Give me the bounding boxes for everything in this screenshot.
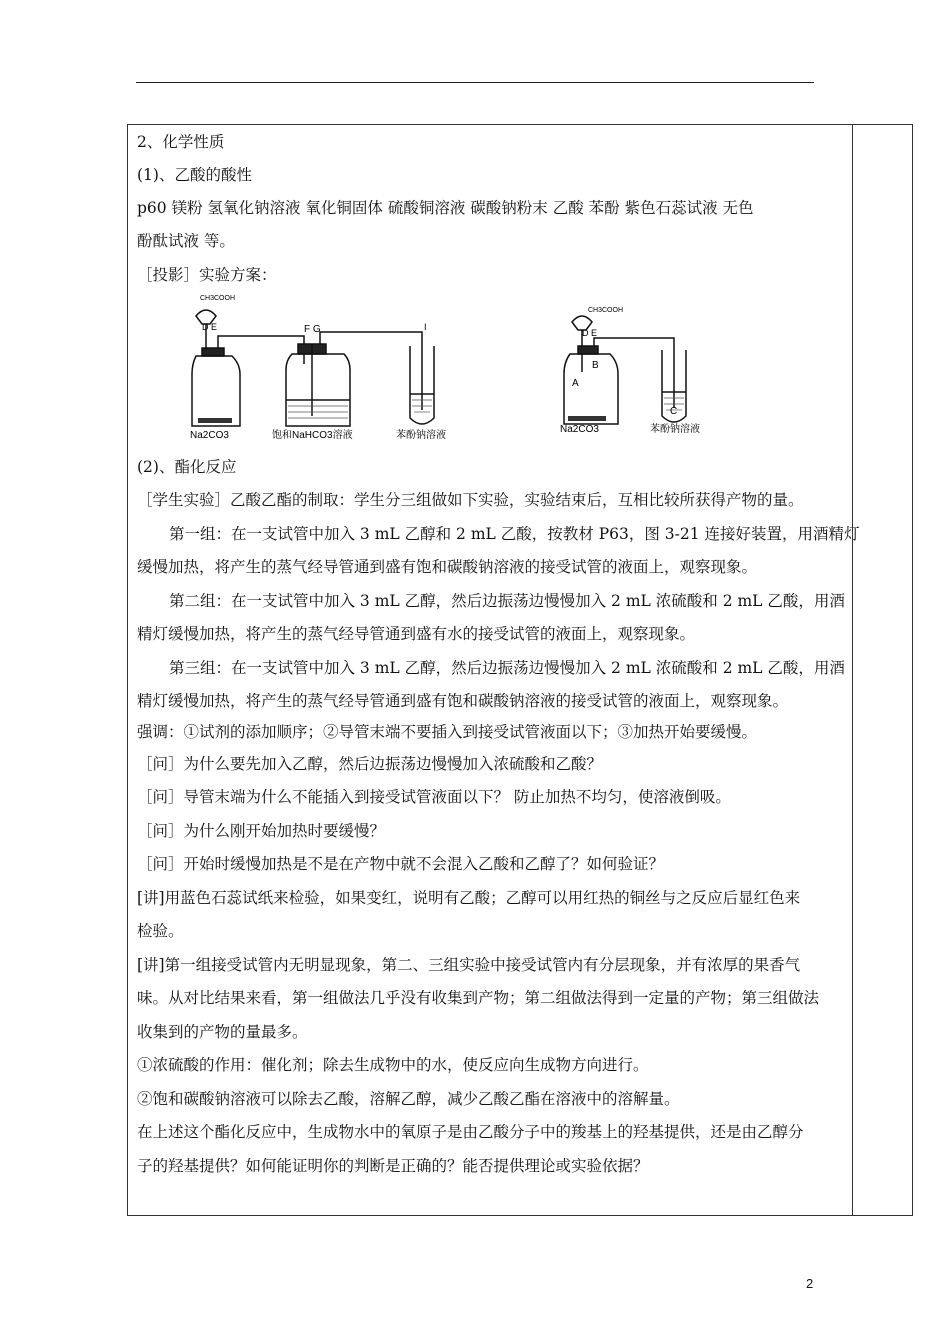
valve-label: D E xyxy=(582,328,598,338)
bottle-label: F G xyxy=(304,324,321,335)
paragraph-line: ［学生实验］乙酸乙酯的制取：学生分三组做如下实验，实验结束后，互相比较所获得产物的量。 xyxy=(137,491,804,509)
paragraph-line: ［问］导管末端为什么不能插入到接受试管液面以下？ 防止加热不均匀，使溶液倒吸。 xyxy=(137,788,731,806)
paragraph-line: 精灯缓慢加热，将产生的蒸气经导管通到盛有水的接受试管的液面上，观察现象。 xyxy=(137,625,696,643)
paragraph-line: 子的羟基提供？如何能证明你的判断是正确的？能否提供理论或实验依据？ xyxy=(137,1157,649,1175)
section-heading: 2、化学性质 xyxy=(137,133,225,151)
paragraph-line: ②饱和碳酸钠溶液可以除去乙酸，溶解乙醇，减少乙酸乙酯在溶液中的溶解量。 xyxy=(137,1090,680,1108)
paragraph-line: ［投影］实验方案： xyxy=(137,266,277,284)
reagent-label: 苯酚钠溶液 xyxy=(396,430,446,440)
paragraph-line: ①浓硫酸的作用：催化剂；除去生成物中的水，使反应向生成物方向进行。 xyxy=(137,1056,649,1074)
tube-label-b: B xyxy=(592,360,599,371)
subsection-heading: (1)、乙酸的酸性 xyxy=(137,166,252,184)
tube-label-c: C xyxy=(670,406,678,417)
flask-label-a: A xyxy=(572,378,579,389)
paragraph-line: ［问］开始时缓慢加热是不是在产物中就不会混入乙酸和乙醇了？如何验证？ xyxy=(137,855,665,873)
paragraph-line: [讲]第一组接受试管内无明显现象，第二、三组实验中接受试管内有分层现象，并有浓厚的果香气 xyxy=(137,956,801,974)
paragraph-line: 强调：①试剂的添加顺序；②导管末端不要插入到接受试管液面以下；③加热开始要缓慢。 xyxy=(137,723,758,741)
paragraph-line: 味。从对比结果来看，第一组做法几乎没有收集到产物；第二组做法得到一定量的产物；第三组做法 xyxy=(137,989,820,1007)
valve-label: D E xyxy=(202,322,218,332)
paragraph-line: ［问］为什么刚开始加热时要缓慢？ xyxy=(137,822,386,840)
paragraph-line: 检验。 xyxy=(137,922,184,940)
paragraph-line: 收集到的产物的量最多。 xyxy=(137,1023,308,1041)
table-column-divider xyxy=(852,124,853,1216)
paragraph-line: p60 镁粉 氢氧化钠溶液 氧化铜固体 硫酸铜溶液 碳酸钠粉末 乙酸 苯酚 紫色石蕊试液 无色 xyxy=(137,199,754,217)
paragraph-line: 第三组：在一支试管中加入 3 mL 乙醇，然后边振荡边慢慢加入 2 mL 浓硫酸和 2 mL 乙酸，用酒 xyxy=(169,659,845,677)
paragraph-line: 在上述这个酯化反应中，生成物水中的氧原子是由乙酸分子中的羧基上的羟基提供，还是由乙醇分 xyxy=(137,1123,804,1141)
funnel-label: CH3COOH xyxy=(200,295,236,302)
paragraph-line: 第二组：在一支试管中加入 3 mL 乙醇，然后边振荡边慢慢加入 2 mL 浓硫酸和 2 mL 乙酸，用酒 xyxy=(169,592,845,610)
apparatus-diagram-1 xyxy=(174,290,494,440)
reagent-label: Na2CO3 xyxy=(560,424,599,435)
reagent-label: 苯酚钠溶液 xyxy=(650,424,700,435)
reagent-label: Na2CO3 xyxy=(190,430,229,440)
apparatus-diagram-2 xyxy=(548,300,748,435)
paragraph-line: 酚酞试液 等。 xyxy=(137,232,235,250)
subsection-heading: (2)、酯化反应 xyxy=(137,458,237,476)
header-rule xyxy=(136,82,814,83)
tube-label: I xyxy=(424,322,427,332)
reagent-label: 饱和NaHCO3溶液 xyxy=(272,430,353,440)
funnel-label: CH3COOH xyxy=(588,307,624,314)
paragraph-line: 精灯缓慢加热，将产生的蒸气经导管通到盛有饱和碳酸钠溶液的接受试管的液面上，观察现象。 xyxy=(137,692,789,710)
paragraph-line: ［问］为什么要先加入乙醇，然后边振荡边慢慢加入浓硫酸和乙酸？ xyxy=(137,755,603,773)
paragraph-line: 第一组：在一支试管中加入 3 mL 乙醇和 2 mL 乙酸，按教材 P63，图 3-21 连接好装置，用酒精灯 xyxy=(169,525,860,543)
paragraph-line: [讲]用蓝色石蕊试纸来检验，如果变红，说明有乙酸；乙醇可以用红热的铜丝与之反应后显红色来 xyxy=(137,889,801,907)
paragraph-line: 缓慢加热，将产生的蒸气经导管通到盛有饱和碳酸钠溶液的接受试管的液面上，观察现象。 xyxy=(137,558,758,576)
page-number: 2 xyxy=(806,1276,814,1291)
